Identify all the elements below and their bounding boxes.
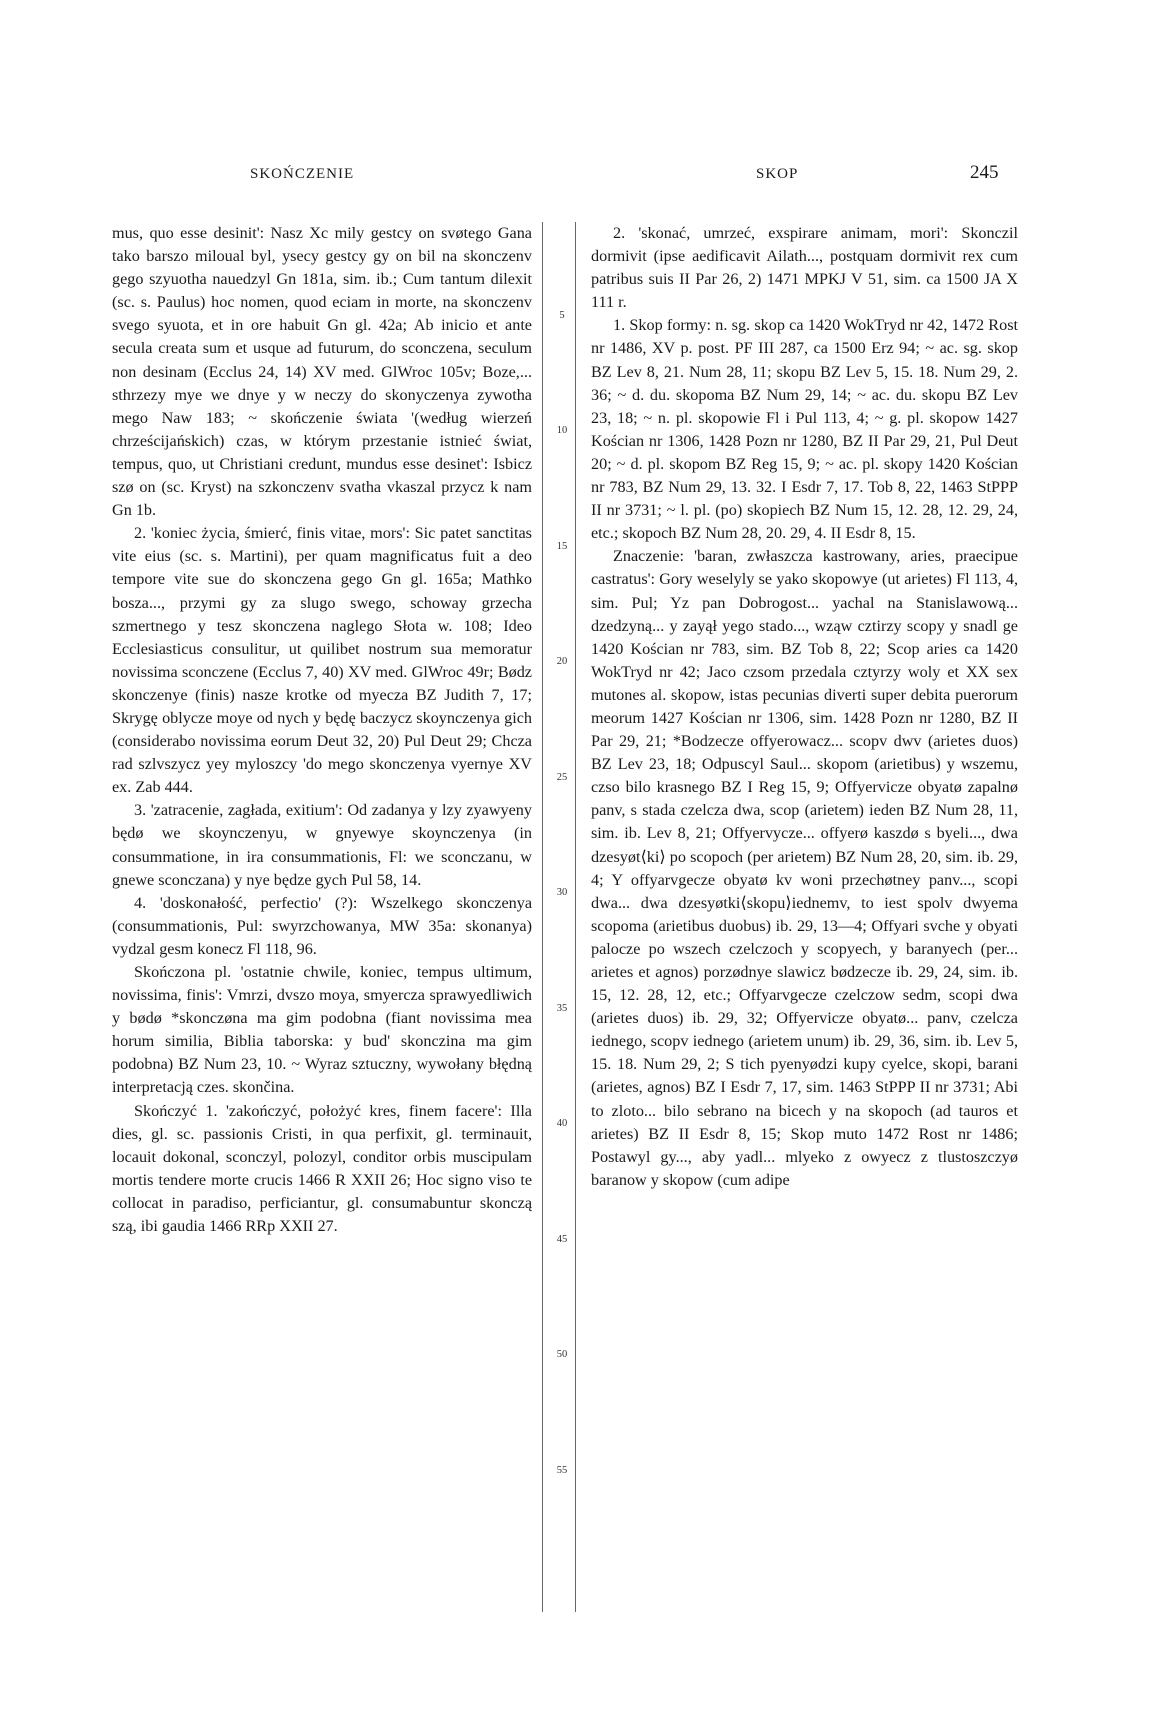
entry-paragraph: 2. 'koniec życia, śmierć, finis vitae, mors': Sic patet sanctitas vite eius (sc. s. Martini), per quam magnificatus fuit a deo tempore vite sue do skonczena gego Gn gl. 165a; Mathko bosza..., przymi gy za slugo swego, schoway grzecha szmertnego y tesz skonczena naglego Słota w. 108; Ideo Ecclesiasticus consulitur, ut quilibet nostrum sua memoratur novissima sconczene (Ecclus 7, 40) XV med. GlWroc 49r; Bødz skonczenye (finis) nasze krotke od myecza BZ Judith 7, 17; Skrygę oblycze moye od nych y będę baczycz skoynczenya gich (considerabo novissima eorum Deut 32, 20) Pul Deut 29; Chcza rad szlvszycz yey myloszcy 'do mego skonczenya vyernye XV ex. Zab 444. bbox=[112, 524, 532, 797]
line-number: 45 bbox=[556, 1234, 568, 1245]
entry-paragraph: Skończona pl. 'ostatnie chwile, koniec, tempus ultimum, novissima, finis': Vmrzi, dvszo moya, smyercza sprawyedliwich y bødø *skonczøna ma gim podobna (fiant novissima mea horum similia, Biblia taborska: y bud' skonczina ma gim podobna) BZ Num 23, 10. ~ Wyraz sztuczny, wywołany błędną interpretacją czes. skončina. bbox=[112, 963, 532, 1097]
entry-paragraph: Skończyć 1. 'zakończyć, położyć kres, finem facere': Illa dies, gl. sc. passionis Cristi, in qua perfixit, gl. terminauit, locauit dokonal, sconczyl, polozyl, conditor orbis muscipulam mortis tendere morte crucis 1466 R XXII 26; Hoc signo viso te collocat in paradiso, perficiantur, gl. consumabuntur skonczą szą, ibi gaudia 1466 RRp XXII 27. bbox=[112, 1101, 532, 1236]
line-number: 5 bbox=[559, 310, 565, 321]
line-number: 15 bbox=[556, 541, 568, 552]
entry-paragraph: Znaczenie: 'baran, zwłaszcza kastrowany, aries, praecipue castratus': Gory weselyly se yako skopowye (ut arietes) Fl 113, 4, sim. Pul; Yz pan Dobrogost... yachal na Stanislawową... dzedzyną... y zayął yego stado..., wząw cztirzy scopy y snadl ge 1420 Kościan nr 783, sim. BZ Tob 8, 22; Scop aries ca 1420 WokTryd nr 42; Jaco czsom przedala cztyrzy woly et XX sex mutones al. skopow, istas pecunias diverti super debita puerorum meorum 1427 Kościan nr 1306, sim. 1428 Pozn nr 1280, BZ II Par 29, 21; *Bodzecze offyerowacz... scopv dwv (arietes duos) BZ Lev 23, 18; Odpuscyl Saul... skopom (arietibus) y wszemu, czso bilo krasnego BZ I Reg 15, 9; Offyervicze obyatø zapalnø panv, s stada czelcza dwa, scop (arietem) ieden BZ Num 28, 11, sim. ib. Lev 8, 21; Offyervycze... offyerø kaszdø s byeli..., dwa dzesyøt⟨ki⟩ po scopoch (per arietem) BZ Num 28, 20, sim. ib. 29, 4; Y offyarvgecze obyatø kv woni przechøtney panv..., scopi dwa... dwa dzesyøtki⟨skopu⟩iednemv, to iest spolv dwyema scopoma (arietibus duobus) ib. 29, 13—4; Offyari svche y obyati palocze po wszech czelczoch y scopyech, y baranyech (per... arietes et agnos) porzødnye slawicz bødzecze ib. 29, 24, sim. ib. 15, 12. 28, 12, etc.; Offyarvgecze czelczow sedm, scopi dwa (arietes duos) ib. 29, 32; Offyervicze obyatø... panv, czelcza iednego, scopv iednego (arietem unum) ib. 29, 36, sim. ib. Lev 5, 15. 18. Num 29, 2; S tich pyenyødzi kupy cyelce, skopi, barani (arietes, agnos) BZ I Esdr 7, 17, sim. 1463 StPPP II nr 3731; Abi to zloto... bilo sebrano na bicech y na skopoch (ad tauros et arietes) BZ II Esdr 8, 15; Skop muto 1472 Rost nr 1486; Postawyl gy..., aby yadl... mlyeko z owyecz z tlustoszczyø baranow y skopow (cum adipe bbox=[591, 547, 1018, 1189]
line-number: 10 bbox=[556, 425, 568, 436]
column-rule-right bbox=[575, 222, 576, 1612]
line-number: 35 bbox=[556, 1003, 568, 1014]
entry-paragraph: mus, quo esse desinit': Nasz Xc mily gestcy on svøtego Gana tako barszo miloual byl, ysecy gestcy gy on bil na skonczenv gego szyuotha nauedzyl Gn 181a, sim. ib.; Cum tantum dilexit (sc. s. Paulus) hoc nomen, quod eciam in morte, na skonczenv svego syuota, et in ore habuit Gn gl. 42a; Ab inicio et ante secula creata sum et usque ad futurum, do sconczena, seculum non desinam (Ecclus 24, 14) XV med. GlWroc 105v; Boze,... sthrzezy mye we dnye y w neczy do skonyczenya zywotha mego Naw 183; ~ skończenie świata '(według wierzeń chrześcijańskich) czas, w którym przestanie istnieć świat, tempus, quo, ut Christiani credunt, mundus esse desinet': Isbicz szø on (sc. Kryst) na szkonczenv svatha vkaszal przycz k nam Gn 1b. bbox=[112, 224, 532, 520]
header-left-headword: SKOŃCZENIE bbox=[250, 166, 355, 182]
entry-paragraph: 3. 'zatracenie, zagłada, exitium': Od zadanya y lzy zyawyeny będø we skoynczenyu, w gnyewye skoynczenya (in consummatione, in ira consummationis, Fl: we sconczanu, w gnewe sconczana) y nye będze gych Pul 58, 14. bbox=[112, 801, 532, 889]
running-header bbox=[0, 160, 1160, 190]
entry-paragraph: 1. Skop formy: n. sg. skop ca 1420 WokTryd nr 42, 1472 Rost nr 1486, XV p. post. PF III 287, ca 1500 Erz 94; ~ ac. sg. skop BZ Lev 8, 21. Num 28, 11; skopu BZ Lev 5, 15. 18. Num 29, 2. 36; ~ d. du. skopoma BZ Num 29, 14; ~ ac. du. skopu BZ Lev 23, 18; ~ n. pl. skopowie Fl i Pul 113, 4; ~ g. pl. skopow 1427 Kościan nr 1306, 1428 Pozn nr 1280, BZ II Par 29, 21, Pul Deut 20; ~ d. pl. skopom BZ Reg 15, 9; ~ ac. pl. skopy 1420 Kościan nr 783, BZ Num 29, 13. 32. I Esdr 7, 17. Tob 8, 22, 1463 StPPP II nr 3731; ~ l. pl. (po) skopiech BZ Num 15, 12. 28, 12. 29, 24, etc.; skopoch BZ Num 28, 20. 29, 4. II Esdr 8, 15. bbox=[591, 316, 1018, 543]
column-rule-left bbox=[542, 222, 543, 1612]
left-column bbox=[112, 222, 532, 1592]
line-number: 40 bbox=[556, 1118, 568, 1129]
entry-paragraph: 4. 'doskonałość, perfectio' (?): Wszelkego skonczenya (consummationis, Pul: swyrzchowanya, MW 35a: skonanya) vydzal gesm konecz Fl 118, 96. bbox=[112, 893, 532, 958]
line-number: 55 bbox=[556, 1465, 568, 1476]
line-number: 25 bbox=[556, 772, 568, 783]
header-right-headword: SKOP bbox=[756, 166, 799, 182]
entry-paragraph: 2. 'skonać, umrzeć, exspirare animam, mori': Skonczil dormivit (ipse aedificavit Ailath..., postquam dormivit rex cum patribus suis II Par 26, 2) 1471 MPKJ V 51, sim. ca 1500 JA X 111 r. bbox=[591, 224, 1018, 312]
line-number: 20 bbox=[556, 656, 568, 667]
line-number: 30 bbox=[556, 887, 568, 898]
line-number: 50 bbox=[556, 1349, 568, 1360]
right-column bbox=[591, 222, 1018, 1592]
page-number: 245 bbox=[970, 162, 999, 183]
